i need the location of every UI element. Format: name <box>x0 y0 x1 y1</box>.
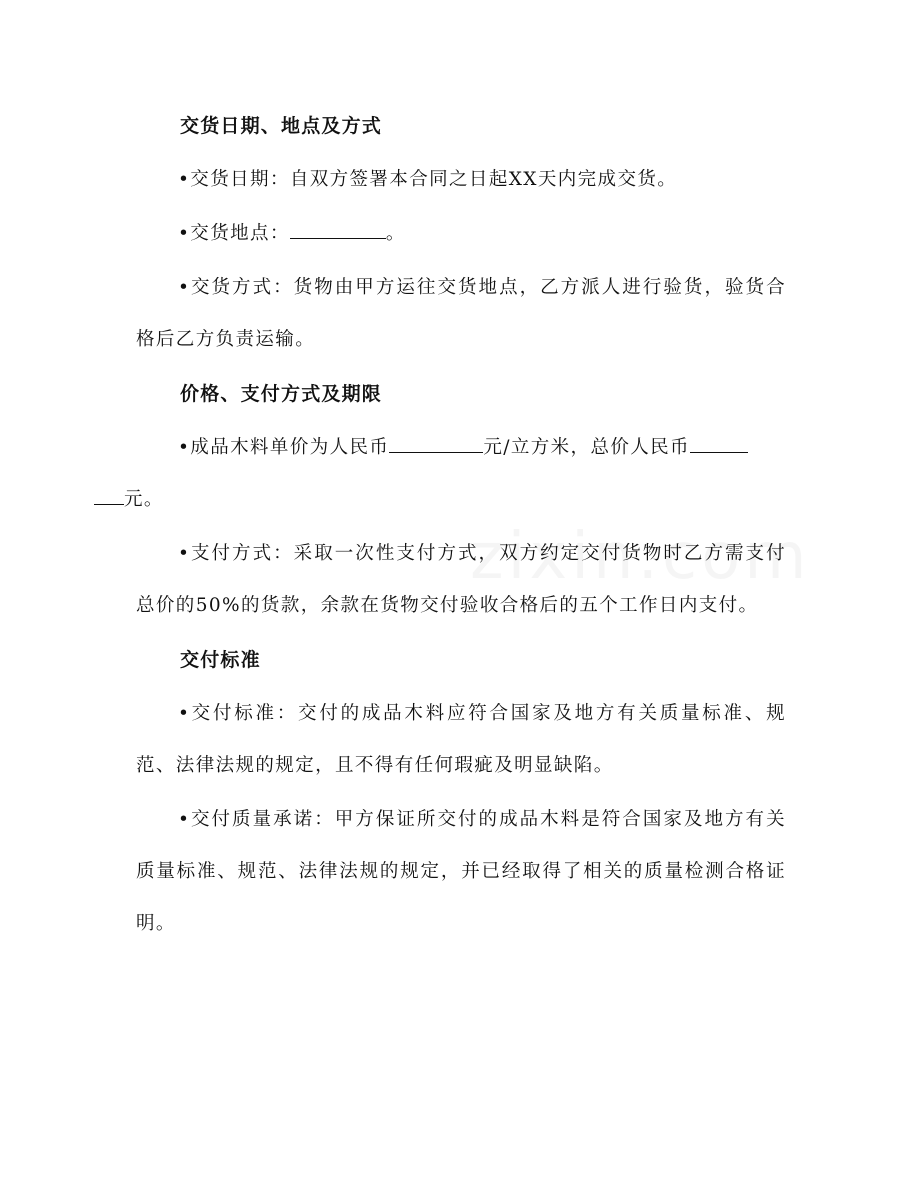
paragraph-quality-promise: •交付质量承诺：甲方保证所交付的成品木料是符合国家及地方有关质量标准、规范、法律法规的规定，并已经取得了相关的质量检测合格证明。 <box>136 809 786 934</box>
paragraph-delivery-date: •交货日期：自双方签署本合同之日起XX天内完成交货。 <box>178 169 678 190</box>
section-heading-delivery: 交货日期、地点及方式 <box>180 115 383 137</box>
delivery-location-blank <box>290 220 386 240</box>
delivery-location-end: 。 <box>385 223 406 244</box>
total-price-blank-line1 <box>690 434 748 454</box>
total-price-blank-line2 <box>94 486 124 506</box>
paragraph-unit-price <box>124 422 786 526</box>
document-body <box>124 100 786 952</box>
delivery-location-label: •交货地点： <box>178 223 290 244</box>
section-heading-price: 价格、支付方式及期限 <box>180 383 383 405</box>
paragraph-delivery-standard: •交付标准：交付的成品木料应符合国家及地方有关质量标准、规范、法律法规的规定，且不得有任何瑕疵及明显缺陷。 <box>136 703 786 776</box>
unit-price-label: •成品木料单价为人民币 <box>178 437 390 458</box>
unit-price-blank <box>389 434 483 454</box>
section-heading-standard: 交付标准 <box>180 649 261 671</box>
paragraph-payment-method: •支付方式：采取一次性支付方式，双方约定交付货物时乙方需支付总价的50%的货款，余款在货物交付验收合格后的五个工作日内支付。 <box>136 543 786 616</box>
unit-price-unit: 元/立方米，总价人民币 <box>483 437 690 458</box>
paragraph-delivery-method: •交货方式：货物由甲方运往交货地点，乙方派人进行验货，验货合格后乙方负责运输。 <box>136 277 786 350</box>
total-price-unit: 元。 <box>124 489 164 510</box>
paragraph-delivery-location <box>136 208 786 260</box>
